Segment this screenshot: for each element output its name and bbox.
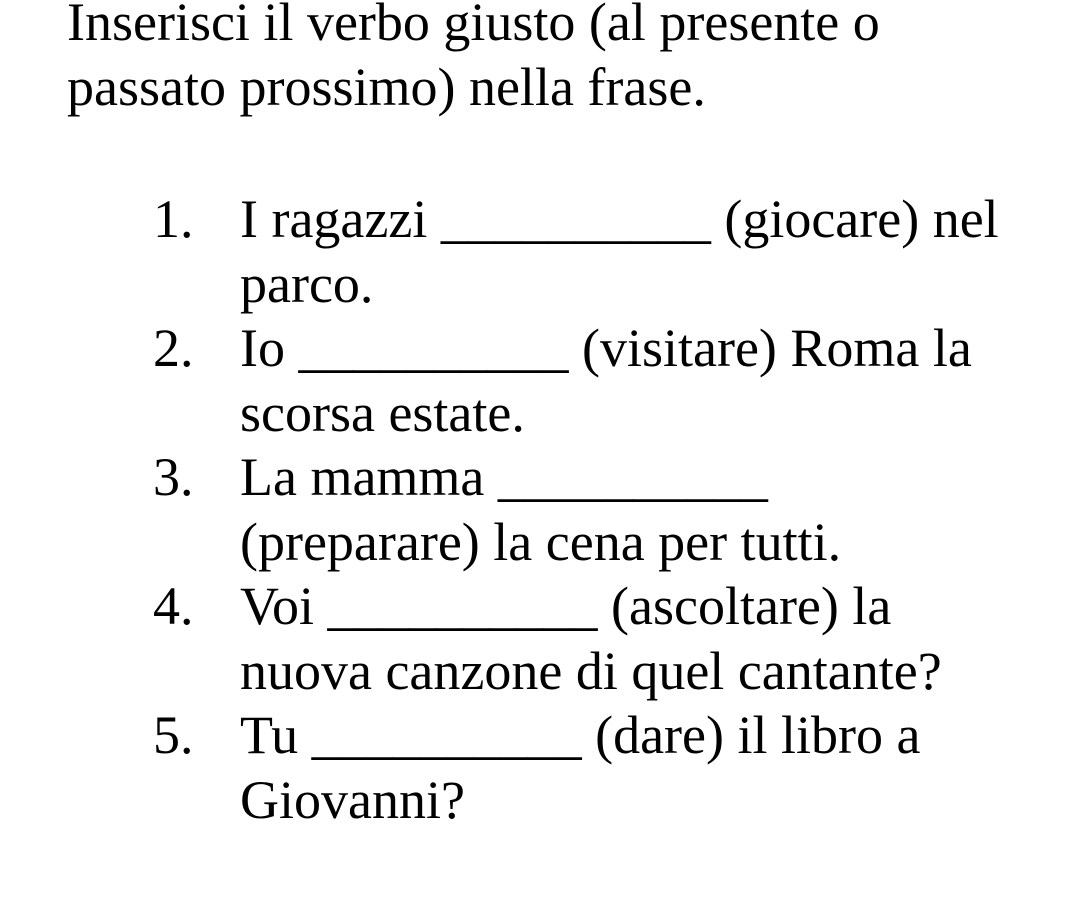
exercise-item-5	[0, 703, 1000, 832]
exercise-sentence: Io __________ (visitare) Roma la scorsa estate.	[240, 318, 972, 443]
exercise-sentence: Tu __________ (dare) il libro a Giovanni?	[240, 705, 921, 830]
exercise-sentence: I ragazzi __________ (giocare) nel parco.	[240, 189, 999, 314]
exercise-number: 1.	[153, 189, 194, 249]
exercise-instruction: Inserisci il verbo giusto (al presente o passato prossimo) nella frase.	[67, 0, 880, 117]
exercise-number: 2.	[153, 318, 194, 378]
exercise-sentence: Voi __________ (ascoltare) la nuova canzone di quel cantante?	[240, 576, 942, 701]
exercise-number: 4.	[153, 576, 194, 636]
exercise-item-4	[0, 574, 1000, 703]
exercise-item-2	[0, 316, 1000, 445]
exercise-sentence: La mamma __________ (preparare) la cena per tutti.	[240, 447, 842, 572]
exercise-list	[0, 187, 1069, 832]
exercise-item-1	[0, 187, 1000, 316]
exercise-item-3	[0, 445, 1000, 574]
exercise-number: 5.	[153, 705, 194, 765]
exercise-number: 3.	[153, 447, 194, 507]
